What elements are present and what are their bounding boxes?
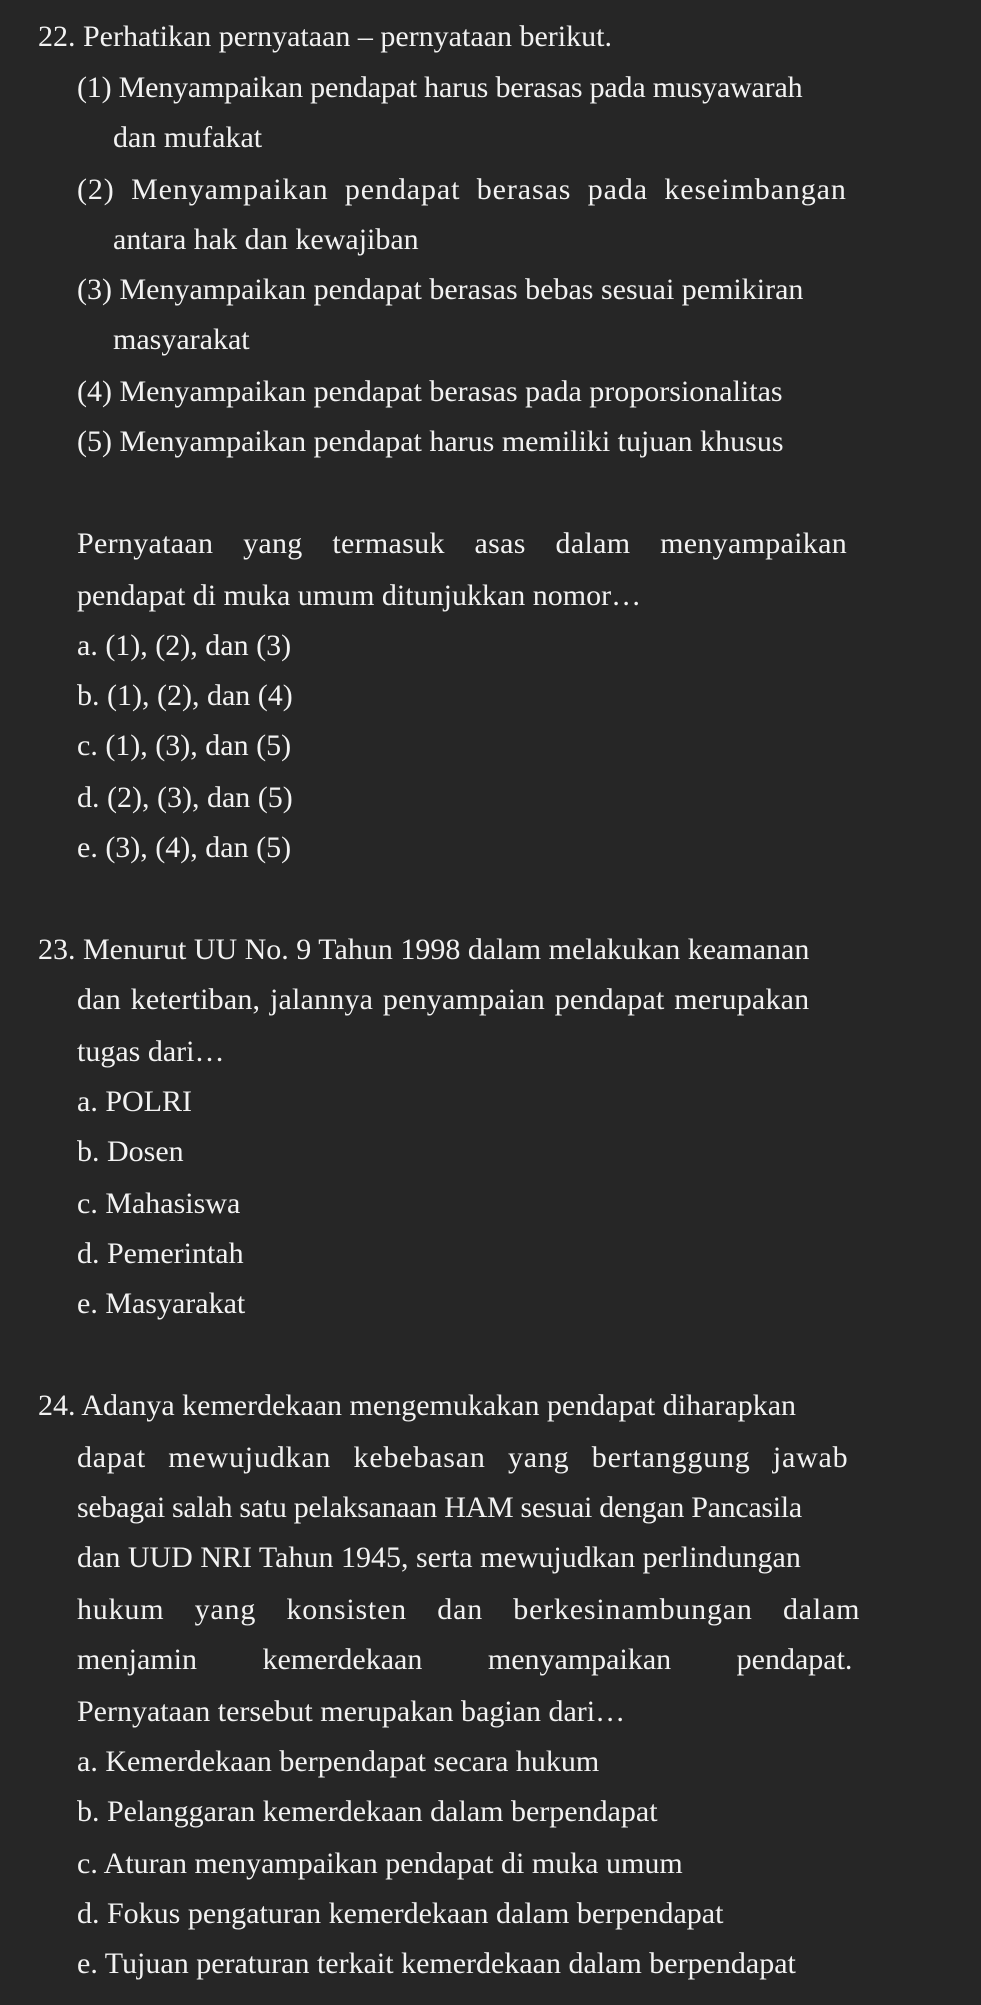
q22-item-2-cont: antara hak dan kewajiban xyxy=(113,223,419,256)
q23-line-3: tugas dari… xyxy=(77,1035,225,1068)
q23-option-c: c. Mahasiswa xyxy=(77,1187,241,1220)
q24-line-2: dapat mewujudkan kebebasan yang bertanggung jawab xyxy=(77,1441,849,1474)
q23-option-d: d. Pemerintah xyxy=(77,1237,244,1270)
q22-title: 22. Perhatikan pernyataan – pernyataan berikut. xyxy=(38,20,612,53)
q22-option-d: d. (2), (3), dan (5) xyxy=(77,781,293,814)
q22-item-4: (4) Menyampaikan pendapat berasas pada proporsionalitas xyxy=(77,375,783,408)
q22-item-3-cont: masyarakat xyxy=(113,323,250,356)
q24-option-a: a. Kemerdekaan berpendapat secara hukum xyxy=(77,1745,600,1778)
q23-option-e: e. Masyarakat xyxy=(77,1287,246,1320)
q24-option-d: d. Fokus pengaturan kemerdekaan dalam berpendapat xyxy=(77,1897,724,1930)
q22-item-2: (2) Menyampaikan pendapat berasas pada keseimbangan xyxy=(77,173,847,206)
q24-option-b: b. Pelanggaran kemerdekaan dalam berpendapat xyxy=(77,1795,658,1828)
q23-line-1: 23. Menurut UU No. 9 Tahun 1998 dalam melakukan keamanan xyxy=(38,933,810,966)
q22-option-a: a. (1), (2), dan (3) xyxy=(77,629,292,662)
q24-line-4: dan UUD NRI Tahun 1945, serta mewujudkan perlindungan xyxy=(77,1541,801,1574)
q23-option-b: b. Dosen xyxy=(77,1135,184,1168)
q22-item-1-cont: dan mufakat xyxy=(113,121,263,154)
q24-option-e: e. Tujuan peraturan terkait kemerdekaan dalam berpendapat xyxy=(77,1947,796,1980)
q22-option-c: c. (1), (3), dan (5) xyxy=(77,729,292,762)
q22-option-e: e. (3), (4), dan (5) xyxy=(77,831,292,864)
q23-option-a: a. POLRI xyxy=(77,1085,192,1118)
q22-item-3: (3) Menyampaikan pendapat berasas bebas sesuai pemikiran xyxy=(77,273,804,306)
q24-line-6: menjamin kemerdekaan menyampaikan pendapat. xyxy=(77,1643,853,1676)
q22-item-5: (5) Menyampaikan pendapat harus memiliki tujuan khusus xyxy=(77,425,784,458)
q24-line-3: sebagai salah satu pelaksanaan HAM sesuai dengan Pancasila xyxy=(77,1491,802,1524)
q24-line-5: hukum yang konsisten dan berkesinambungan dalam xyxy=(77,1593,861,1626)
q22-item-1 xyxy=(77,70,921,106)
q23-line-2: dan ketertiban, jalannya penyampaian pendapat merupakan xyxy=(77,983,810,1016)
q22-question-line-1: Pernyataan yang termasuk asas dalam menyampaikan xyxy=(77,527,847,560)
q24-option-c: c. Aturan menyampaikan pendapat di muka umum xyxy=(77,1847,683,1880)
q22-option-b: b. (1), (2), dan (4) xyxy=(77,679,293,712)
q24-line-7: Pernyataan tersebut merupakan bagian dari… xyxy=(77,1695,626,1728)
q24-line-1: 24. Adanya kemerdekaan mengemukakan pendapat diharapkan xyxy=(38,1389,797,1422)
q22-item-1-text: (1) Menyampaikan pendapat harus berasas pada musyawarah xyxy=(77,71,803,104)
q22-question-line-2: pendapat di muka umum ditunjukkan nomor… xyxy=(77,579,642,612)
